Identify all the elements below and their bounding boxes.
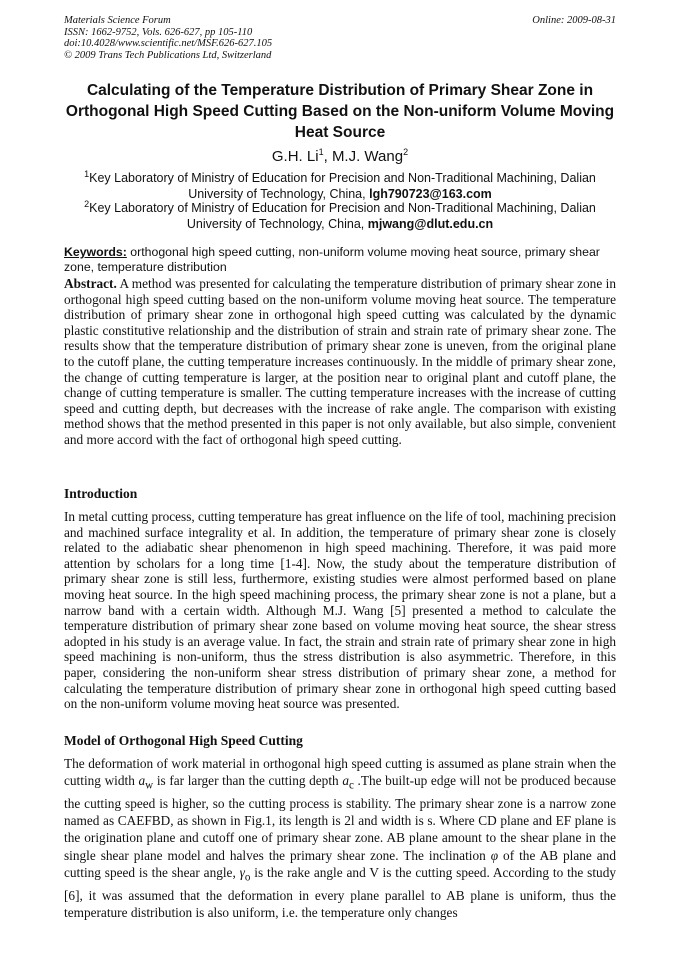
- keywords-label: Keywords:: [64, 245, 127, 259]
- symbol-a: a: [138, 773, 146, 789]
- model-text: [64, 755, 616, 921]
- text-run: of the AB plane and cutting speed is the shear angle,: [64, 847, 616, 880]
- journal-name: Materials Science Forum: [64, 15, 171, 26]
- model-heading: Model of Orthogonal High Speed Cutting: [64, 733, 303, 748]
- text-run: is far larger than the cutting depth: [153, 773, 343, 789]
- affiliation-mark: 1: [84, 169, 90, 179]
- affiliation-email: mjwang@dlut.edu.cn: [367, 216, 494, 231]
- author-name: G.H. Li: [271, 148, 319, 165]
- affiliation-text: Key Laboratory of Ministry of Education for Precision and Non-Traditional Machining, Dalian University of Technology, China,: [89, 171, 596, 201]
- author-affiliation-mark: 2: [403, 147, 409, 157]
- subscript-o: o: [244, 871, 251, 884]
- affiliation-mark: 2: [84, 199, 90, 209]
- issn-line: ISSN: 1662-9752, Vols. 626-627, pp 105-110: [64, 26, 253, 38]
- text-run: .The built-up edge will not be produced because the cutting speed is higher, so the cutting process is stability. The primary shear zone is a narrow zone named as CAEFBD, as shown in Fig.1, its length is 2l and width is s. Where CD plane and EF plane is the origination plane and cutoff one of primary shear zone. AB plane amount to the shear plane in the single shear plane model and halves the primary shear zone. The inclination: [64, 773, 617, 863]
- subscript-w: w: [145, 779, 154, 792]
- abstract-text: A method was presented for calculating the temperature distribution of primary shear zone in orthogonal high speed cutting based on the non-uniform volume moving heat source. The temperature distribution of primary shear zone in orthogonal high speed cutting was calculated by the dynamic plastic constitutive relationship and the distribution of strain and strain rate of primary shear zone. The results show that the temperature distribution of primary shear zone is uneven, from the original plane to the cutoff plane, the cutting temperature increases continuously. In the middle of primary shear zone, the change of cutting temperature is larger, at the position near to original plant and cutoff plane, the change of cutting temperature is smaller. The cutting temperature increases with the increase of cutting speed and cutting depth, but decreases with the increase of rake angle. The comparison with existing method shows that the method presented in this paper is not only available, but also simple, convenient and more accord with the fact of orthogonal high speed cutting.: [64, 276, 616, 447]
- symbol-a: a: [342, 773, 349, 789]
- affiliation-2: [64, 197, 616, 232]
- journal-header: [64, 15, 616, 61]
- symbol-phi: φ: [490, 847, 499, 863]
- author-line: [64, 142, 616, 167]
- doi-line: doi:10.4028/www.scientific.net/MSF.626-627.105: [64, 38, 273, 49]
- affiliation-text: Key Laboratory of Ministry of Education for Precision and Non-Traditional Machining, Dalian University of Technology, China,: [89, 201, 596, 231]
- subscript-c: c: [348, 779, 354, 792]
- abstract: [64, 276, 616, 448]
- author-name: M.J. Wang: [331, 148, 404, 165]
- keywords: [64, 245, 616, 274]
- text-run: is the rake angle and V is the cutting speed. According to the study [6], it was assumed that the deformation in every plane parallel to AB plane is uniform, thus the temperature distribution is also uniform, i.e. the temperature only changes: [64, 864, 616, 920]
- introduction-text: In metal cutting process, cutting temperature has great influence on the life of tool, machining precision and machined surface integrality et al. In addition, the temperature of primary shear zone is closely related to the adiabatic shear phenomenon in high speed machining. Therefore, it was paid more attention by scholars for a long time [1-4]. Now, the study about the temperature distribution of primary shear zone is still less, furthermore, existing studies were almost performed based on plane moving heat source. In the high speed machining process, the primary shear zone is not a plane, but a narrow band with a certain width. Although M.J. Wang [5] presented a method to calculate the temperature distribution of primary shear zone based on volume moving heat source, the shear stress adopted in his study is an average value. In fact, the strain and strain rate of primary shear zone in high speed machining is non-uniform, thus the stress distribution is also asymmetric. Therefore, in this paper, considering the non-uniform shear stress distribution of primary shear zone, a method for calculating the temperature distribution of primary shear zone in orthogonal high speed cutting based on the non-uniform volume moving heat source was presented.: [64, 509, 617, 712]
- introduction-heading: Introduction: [64, 486, 138, 501]
- author-separator: ,: [323, 148, 332, 165]
- keywords-text: orthogonal high speed cutting, non-uniform volume moving heat source, primary shear zone, temperature distribution: [64, 245, 600, 274]
- symbol-gamma: γ: [239, 864, 245, 880]
- text-run: The deformation of work material in orthogonal high speed cutting is assumed as plane strain when the cutting width: [64, 756, 616, 789]
- author-affiliation-mark: 1: [318, 147, 324, 157]
- paper-title: Calculating of the Temperature Distribution of Primary Shear Zone in Orthogonal High Speed Cutting Based on the Non-uniform Volume Moving Heat Source: [65, 82, 615, 141]
- affiliation-email: lgh790723@163.com: [369, 186, 492, 201]
- online-date: Online: 2009-08-31: [532, 15, 616, 26]
- abstract-label: Abstract.: [64, 276, 117, 291]
- copyright-line: © 2009 Trans Tech Publications Ltd, Switzerland: [64, 49, 272, 61]
